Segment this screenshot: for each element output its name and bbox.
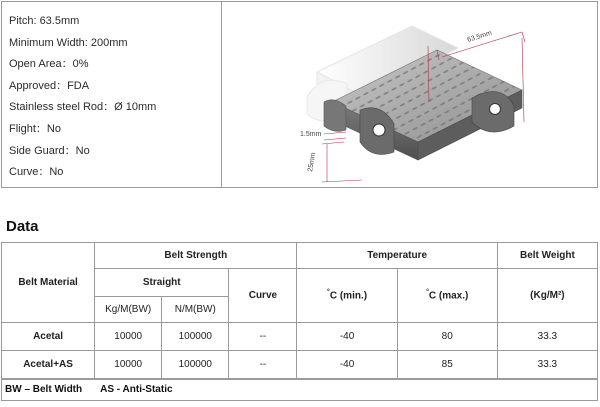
spec-pitch: Pitch: 63.5mm <box>9 15 80 27</box>
header-kgm: Kg/M(BW) <box>95 297 162 323</box>
table-footnote <box>1 379 598 401</box>
header-straight: Straight <box>95 269 229 297</box>
spec-side-guard: Side Guard：No <box>9 144 90 157</box>
row-weight: 33.3 <box>497 323 597 351</box>
row-weight: 33.3 <box>497 351 597 379</box>
row-kgm: 10000 <box>95 351 162 379</box>
row-nm: 100000 <box>162 323 229 351</box>
header-temp-min <box>297 269 397 323</box>
header-nm: N/M(BW) <box>162 297 229 323</box>
spec-open-area: Open Area：0% <box>9 58 89 71</box>
header-temp-max <box>397 269 497 323</box>
spec-panel <box>1 1 598 188</box>
header-temp-min-label: C (min.) <box>329 290 368 302</box>
header-weight-unit: (Kg/M²) <box>497 269 597 323</box>
spec-list <box>9 11 156 184</box>
row-nm: 100000 <box>162 351 229 379</box>
data-section-title: Data <box>6 218 39 235</box>
header-belt-weight: Belt Weight <box>497 243 597 269</box>
dim-thickness-label: 1.5mm <box>300 131 322 138</box>
header-curve: Curve <box>229 269 297 323</box>
belt-module-illustration <box>222 2 598 187</box>
table-row <box>2 323 598 351</box>
spec-curve: Curve：No <box>9 166 64 179</box>
row-curve: -- <box>229 323 297 351</box>
degree-symbol-min: ° <box>327 289 330 297</box>
header-belt-strength: Belt Strength <box>95 243 297 269</box>
row-temp-max: 85 <box>397 351 497 379</box>
spec-approved: Approved：FDA <box>9 79 90 92</box>
spec-flight: Flight：No <box>9 122 61 135</box>
footnote-bw: BW – Belt Width <box>5 384 83 395</box>
row-material: Acetal+AS <box>2 351 95 379</box>
header-belt-material: Belt Material <box>2 243 95 323</box>
degree-symbol-max: ° <box>426 289 429 297</box>
row-curve: -- <box>229 351 297 379</box>
footnote-as: AS - Anti-Static <box>100 384 173 395</box>
dim-pitch-label: 63.5mm <box>466 29 493 44</box>
spec-rod: Stainless steel Rod：Ø 10mm <box>9 101 157 114</box>
row-temp-max: 80 <box>397 323 497 351</box>
belt-module-figure <box>222 2 598 187</box>
header-temp-max-label: C (max.) <box>428 290 469 302</box>
spec-min-width: Minimum Width: 200mm <box>9 36 128 49</box>
row-kgm: 10000 <box>95 323 162 351</box>
dim-height-label: 25mm <box>307 151 318 173</box>
row-temp-min: -40 <box>297 323 397 351</box>
table-row <box>2 351 598 379</box>
header-temperature: Temperature <box>297 243 497 269</box>
row-temp-min: -40 <box>297 351 397 379</box>
belt-data-table <box>1 242 598 379</box>
row-material: Acetal <box>2 323 95 351</box>
